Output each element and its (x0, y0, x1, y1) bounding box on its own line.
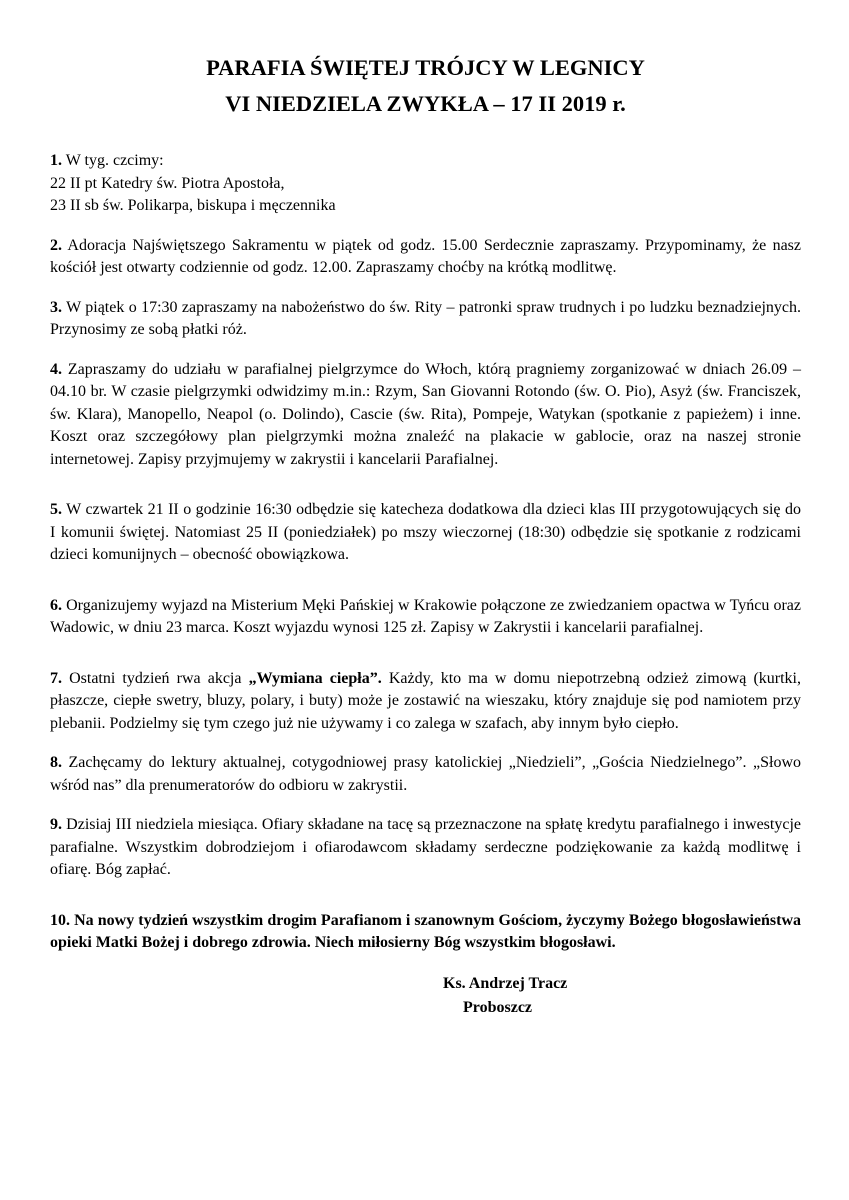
announcement-4 (50, 359, 801, 472)
announcement-5 (50, 499, 801, 567)
announcement-number: 9. (50, 816, 62, 833)
announcement-3 (50, 297, 801, 342)
announcement-number: 5. (50, 501, 62, 518)
announcement-10 (50, 910, 801, 955)
announcement-line: 22 II pt Katedry św. Piotra Apostoła, (50, 174, 285, 192)
sunday-title: VI NIEDZIELA ZWYKŁA – 17 II 2019 r. (225, 91, 626, 116)
announcement-number: 1. (50, 152, 62, 169)
announcement-number: 7. (50, 669, 62, 687)
announcement-7 (50, 668, 801, 736)
announcement-number: 8. (50, 754, 62, 771)
announcement-1 (50, 150, 801, 218)
announcement-text: Organizujemy wyjazd na Misterium Męki Pańskiej w Krakowie połączone ze zwiedzaniem opactwa w Tyńcu oraz Wadowic, w dniu 23 marca. Koszt wyjazdu wynosi 125 zł. Zapisy w Zakrystii i kancelarii parafialnej. (50, 596, 801, 636)
announcement-number: 4. (50, 360, 62, 378)
announcement-text: Adoracja Najświętszego Sakramentu w piątek od godz. 15.00 Serdecznie zapraszamy. Przypominamy, że nasz kościół jest otwarty codziennie od godz. 12.00. Zapraszamy choćby na krótką modlitwę. (50, 236, 801, 276)
signature-name: Ks. Andrzej Tracz (443, 974, 568, 992)
announcement-text: Ostatni tydzień rwa akcja (62, 669, 249, 687)
announcement-line: 23 II sb św. Polikarpa, biskupa i męczennika (50, 197, 336, 214)
announcement-2 (50, 235, 801, 280)
announcement-number: 6. (50, 596, 62, 614)
announcement-text: Każdy, kto ma w domu niepotrzebną odzież zimową (kurtki, płaszcze, ciepłe swetry, bluzy, polary, i buty) może je zostawić na wieszaku, który znajduje się pod namiotem przy plebanii. Podzielmy się tym czego już nie używamy i co zalega w szafach, aby innym było ciepło. (50, 669, 802, 732)
announcement-number: 2. (50, 236, 62, 254)
signature-block (443, 972, 801, 1020)
announcement-number: 10. (50, 911, 70, 929)
announcement-6 (50, 595, 801, 640)
announcement-8 (50, 752, 801, 797)
signature-role: Proboszcz (463, 998, 533, 1016)
announcement-text: W czwartek 21 II o godzinie 16:30 odbędzie się katecheza dodatkowa dla dzieci klas III przygotowujących się do I komunii świętej. Natomiast 25 II (poniedziałek) po mszy wieczornej (18:30) odbędzie się spotkanie z rodzicami dzieci komunijnych – obecność obowiązkowa. (50, 501, 801, 563)
announcement-text: Zapraszamy do udziału w parafialnej pielgrzymce do Włoch, którą pragniemy zorganizować w dniach 26.09 – 04.10 br. W czasie pielgrzymki odwidzimy m.in.: Rzym, San Giovanni Rotondo (św. O. Pio), Asyż (św. Franciszek, św. Klara), Manopello, Neapol (o. Dolindo), Cascie (św. Rita), Pompeje, Watykan (spotkanie z papieżem) i inne. Koszt oraz szczegółowy plan pielgrzymki można znaleźć na plakacie w gablocie, oraz na naszej stronie internetowej. Zapisy przyjmujemy w zakrystii i kancelarii Parafialnej. (50, 360, 801, 468)
announcement-text: Zachęcamy do lektury aktualnej, cotygodniowej prasy katolickiej „Niedzieli”, „Gościa Niedzielnego”. „Słowo wśród nas” dla prenumeratorów do odbioru w zakrystii. (50, 754, 801, 794)
announcement-number: 3. (50, 298, 62, 316)
announcement-text: W piątek o 17:30 zapraszamy na nabożeństwo do św. Rity – patronki spraw trudnych i po ludzku beznadziejnych. Przynosimy ze sobą płatki róż. (50, 298, 801, 338)
announcement-line: W tyg. czcimy: (62, 152, 164, 169)
announcement-text: Dzisiaj III niedziela miesiąca. Ofiary składane na tacę są przeznaczone na spłatę kredytu parafialnego i inwestycje parafialne. Wszystkim dobrodziejom i ofiarodawcom składamy serdeczne podziękowanie za każdą modlitwę i ofiarę. Bóg zapłać. (50, 816, 801, 878)
parish-title: PARAFIA ŚWIĘTEJ TRÓJCY W LEGNICY (206, 55, 645, 80)
campaign-name: „Wymiana ciepła”. (248, 669, 382, 687)
announcement-text: Na nowy tydzień wszystkim drogim Parafianom i szanownym Gościom, życzymy Bożego błogosławieństwa opieki Matki Bożej i dobrego zdrowia. Niech miłosierny Bóg wszystkim błogosławi. (50, 911, 801, 951)
announcement-9 (50, 814, 801, 882)
